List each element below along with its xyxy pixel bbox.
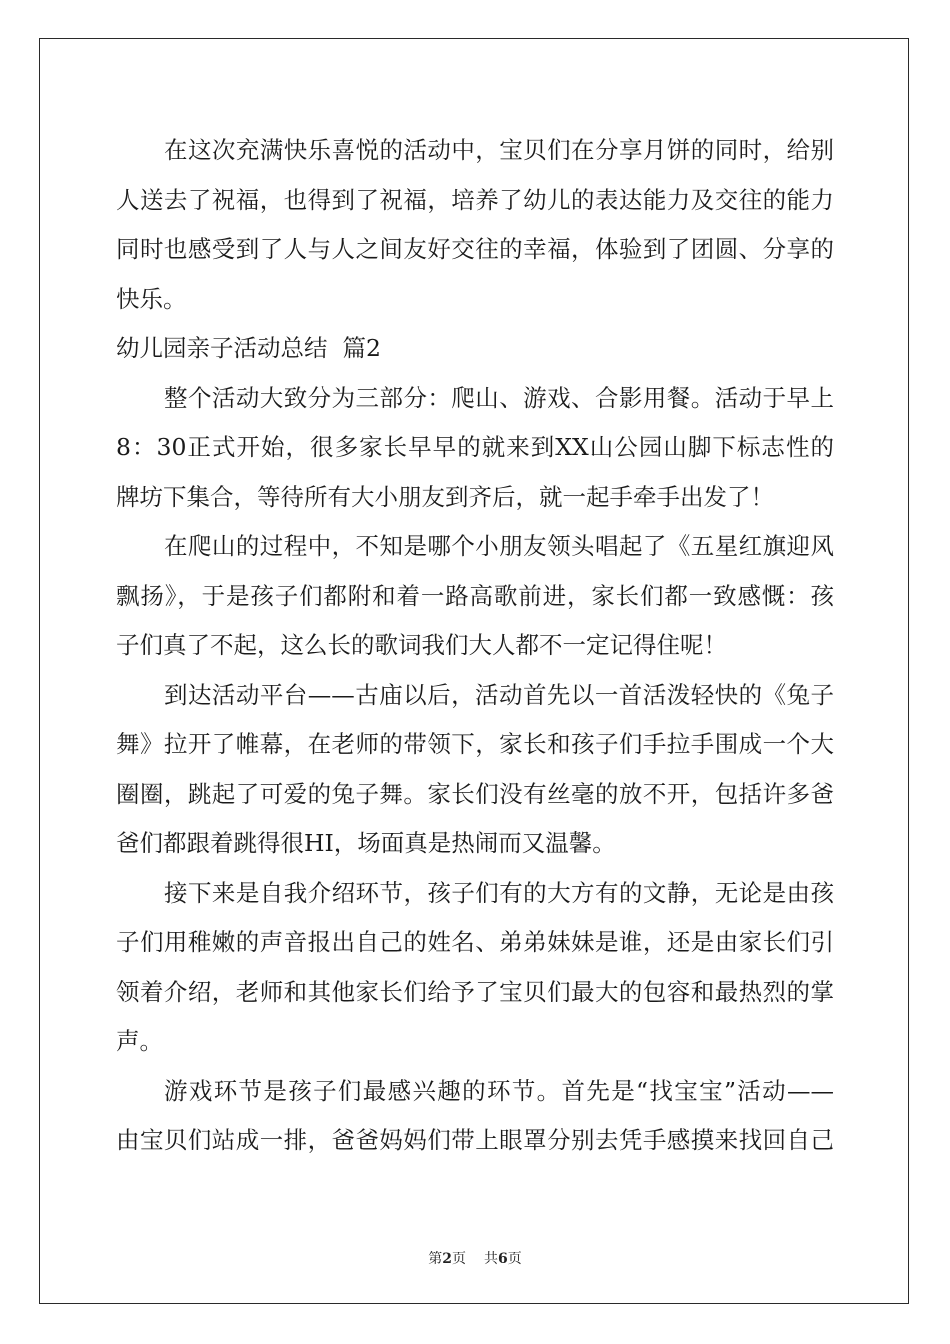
paragraph-line: 8：30正式开始，很多家长早早的就来到XX山公园山脚下标志性的 xyxy=(116,433,834,461)
paragraph-line: 牌坊下集合，等待所有大小朋友到齐后，就一起手牵手出发了！ xyxy=(116,482,774,511)
total-suffix: 页 xyxy=(507,1251,522,1267)
paragraph-line: 游戏环节是孩子们最感兴趣的环节。首先是“找宝宝”活动—— xyxy=(164,1076,834,1105)
paragraph-line: 到达活动平台——古庙以后，活动首先以一首活泼轻快的《兔子 xyxy=(164,680,834,709)
page-prefix: 第 xyxy=(428,1251,443,1267)
paragraph-line: 子们用稚嫩的声音报出自己的姓名、弟弟妹妹是谁，还是由家长们引 xyxy=(116,928,834,956)
paragraph-line: 子们真了不起，这么长的歌词我们大人都不一定记得住呢！ xyxy=(116,631,727,659)
paragraph-line: 快乐。 xyxy=(116,284,187,313)
document-body xyxy=(116,126,834,1166)
paragraph-line: 人送去了祝福，也得到了祝福，培养了幼儿的表达能力及交往的能力 xyxy=(116,185,834,214)
paragraph-line: 爸们都跟着跳得很HI，场面真是热闹而又温馨。 xyxy=(116,829,616,857)
page-total: 6 xyxy=(498,1251,508,1267)
paragraph-line: 在爬山的过程中，不知是哪个小朋友领头唱起了《五星红旗迎风 xyxy=(164,532,834,560)
paragraph-line: 飘扬》，于是孩子们都附和着一路高歌前进，家长们都一致感慨：孩 xyxy=(116,581,834,610)
paragraph-line: 整个活动大致分为三部分：爬山、游戏、合影用餐。活动于早上 xyxy=(164,383,834,412)
paragraph-line: 接下来是自我介绍环节，孩子们有的大方有的文静，无论是由孩 xyxy=(164,878,834,907)
paragraph-line: 圈圈，跳起了可爱的兔子舞。家长们没有丝毫的放不开，包括许多爸 xyxy=(116,779,834,808)
page-current: 2 xyxy=(442,1251,452,1267)
paragraph-line: 由宝贝们站成一排，爸爸妈妈们带上眼罩分别去凭手感摸来找回自己 xyxy=(116,1126,834,1154)
total-prefix: 共 xyxy=(484,1251,498,1267)
paragraph-line: 声。 xyxy=(116,1027,163,1055)
paragraph-line: 领着介绍，老师和其他家长们给予了宝贝们最大的包容和最热烈的掌 xyxy=(116,977,834,1006)
page-footer xyxy=(0,1248,950,1268)
page-suffix: 页 xyxy=(452,1251,466,1267)
section-heading: 幼儿园亲子活动总结 篇2 xyxy=(116,334,381,362)
paragraph-line: 舞》拉开了帷幕，在老师的带领下，家长和孩子们手拉手围成一个大 xyxy=(116,730,834,758)
paragraph-line: 在这次充满快乐喜悦的活动中，宝贝们在分享月饼的同时，给别 xyxy=(164,136,834,164)
paragraph-line: 同时也感受到了人与人之间友好交往的幸福，体验到了团圆、分享的 xyxy=(116,235,834,263)
